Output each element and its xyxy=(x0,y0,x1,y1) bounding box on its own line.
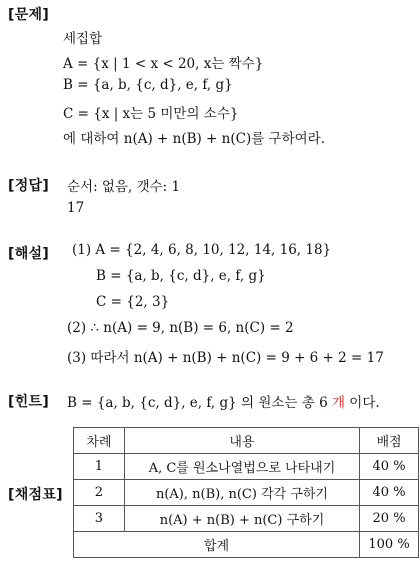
hint-tag: [힌트] xyxy=(8,394,50,410)
header-content: 내용 xyxy=(124,428,359,454)
solution-step1-set-a: (1) A = {2, 4, 6, 8, 10, 12, 14, 16, 18} xyxy=(72,242,332,258)
answer-tag: [정답] xyxy=(8,178,50,194)
solution-step3: (3) 따라서 n(A) + n(B) + n(C) = 9 + 6 + 2 = 17 xyxy=(67,350,384,366)
grading-table xyxy=(73,427,419,558)
answer-value: 17 xyxy=(67,200,85,216)
solution-tag: [해설] xyxy=(8,246,50,262)
row-order: 3 xyxy=(74,506,125,532)
row-points: 20 % xyxy=(360,506,419,532)
answer-meta: 순서: 없음, 갯수: 1 xyxy=(67,179,181,195)
row-points: 40 % xyxy=(360,454,419,480)
set-a-definition: A = {x | 1 < x < 20, x는 짝수} xyxy=(63,56,264,72)
grading-tag: [채점표] xyxy=(8,487,63,503)
solution-step1-set-c: C = {2, 3} xyxy=(96,294,170,310)
row-content: n(A) + n(B) + n(C) 구하기 xyxy=(124,506,359,532)
set-c-definition: C = {x | x는 5 미만의 소수} xyxy=(63,106,239,122)
header-points: 배점 xyxy=(360,428,419,454)
total-label: 합계 xyxy=(74,532,360,558)
row-points: 40 % xyxy=(360,480,419,506)
problem-question: 에 대하여 n(A) + n(B) + n(C)를 구하여라. xyxy=(63,131,326,147)
table-row xyxy=(74,506,419,532)
row-order: 2 xyxy=(74,480,125,506)
problem-tag: [문제] xyxy=(8,7,50,23)
row-order: 1 xyxy=(74,454,125,480)
set-b-definition: B = {a, b, {c, d}, e, f, g} xyxy=(63,77,233,93)
hint-text xyxy=(67,391,380,411)
solution-step1-set-b: B = {a, b, {c, d}, e, f, g} xyxy=(96,268,266,284)
hint-text-main: B = {a, b, {c, d}, e, f, g} 의 원소는 총 6 xyxy=(67,395,332,411)
header-order: 차례 xyxy=(74,428,125,454)
table-row xyxy=(74,454,419,480)
row-content: A, C를 원소나열법으로 나타내기 xyxy=(124,454,359,480)
table-row xyxy=(74,480,419,506)
total-value: 100 % xyxy=(360,532,419,558)
hint-highlight: 개 xyxy=(331,395,346,411)
grading-header-row xyxy=(74,428,419,454)
hint-text-end: 이다. xyxy=(345,395,380,411)
problem-intro: 세집합 xyxy=(63,31,103,47)
solution-step2: (2) ∴ n(A) = 9, n(B) = 6, n(C) = 2 xyxy=(67,320,294,336)
row-content: n(A), n(B), n(C) 각각 구하기 xyxy=(124,480,359,506)
total-row xyxy=(74,532,419,558)
